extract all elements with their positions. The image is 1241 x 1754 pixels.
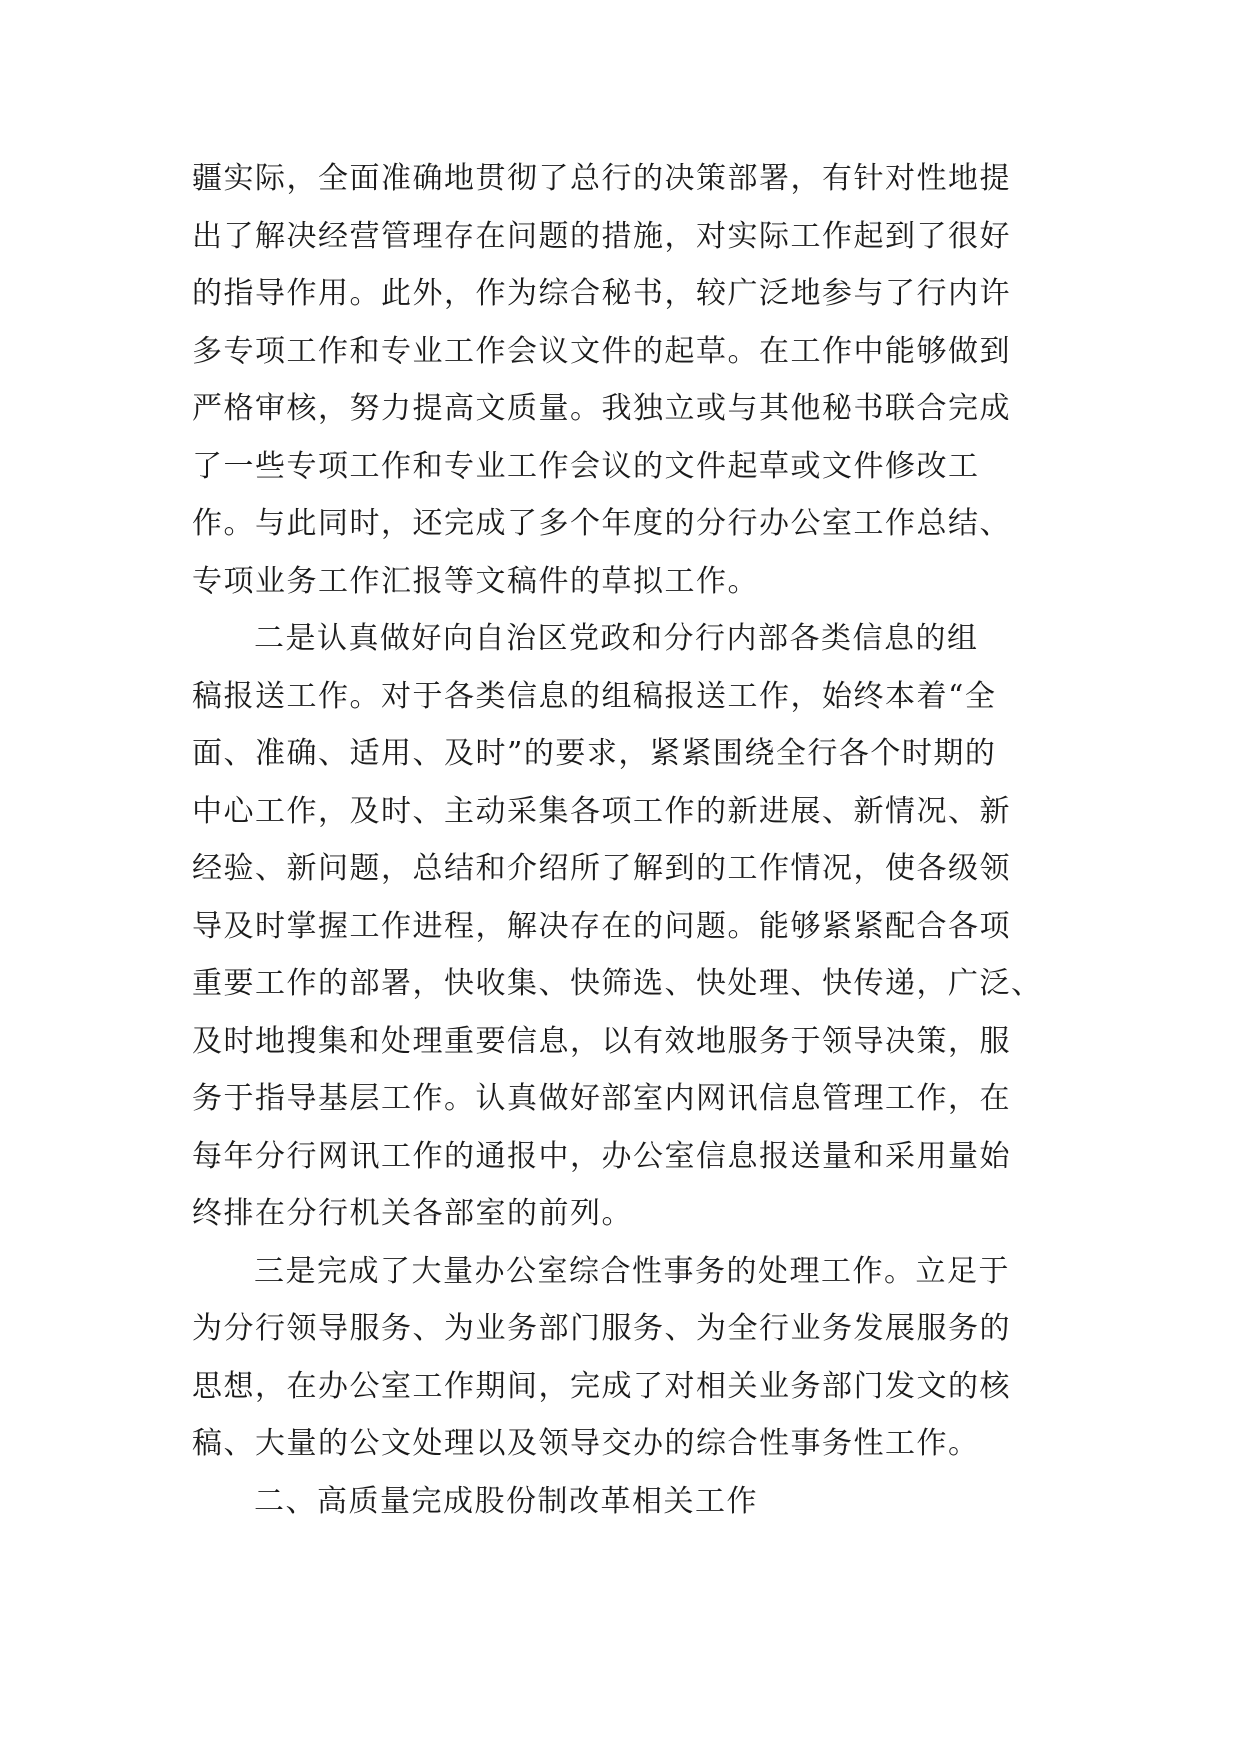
- text-line: 中心工作，及时、主动采集各项工作的新进展、新情况、新: [192, 793, 1011, 829]
- text-line: 重要工作的部署，快收集、快筛选、快处理、快传递，广泛、: [192, 966, 1043, 1001]
- text-line: 思想，在办公室工作期间，完成了对相关业务部门发文的核: [192, 1368, 1011, 1404]
- text-line: 疆实际，全面准确地贯彻了总行的决策部署，有针对性地提: [192, 161, 1011, 196]
- paragraph-start-line: 三是完成了大量办公室综合性事务的处理工作。立足于: [254, 1253, 1010, 1289]
- text-line: 稿报送工作。对于各类信息的组稿报送工作，始终本着“全: [192, 678, 997, 714]
- text-line: 了一些专项工作和专业工作会议的文件起草或文件修改工: [192, 448, 980, 484]
- document-body: [192, 150, 1052, 1530]
- text-line: 多专项工作和专业工作会议文件的起草。在工作中能够做到: [192, 333, 1011, 369]
- text-line: 出了解决经营管理存在问题的措施，对实际工作起到了很好: [192, 218, 1011, 254]
- paragraph-start-line: 二是认真做好向自治区党政和分行内部各类信息的组: [254, 621, 979, 656]
- text-line: 经验、新问题，总结和介绍所了解到的工作情况，使各级领: [192, 851, 1011, 886]
- text-line: 面、准确、适用、及时”的要求，紧紧围绕全行各个时期的: [192, 736, 997, 771]
- text-line: 终排在分行机关各部室的前列。: [192, 1196, 633, 1231]
- text-line: 每年分行网讯工作的通报中，办公室信息报送量和采用量始: [192, 1138, 1011, 1174]
- text-line: 导及时掌握工作进程，解决存在的问题。能够紧紧配合各项: [192, 908, 1011, 944]
- text-line: 为分行领导服务、为业务部门服务、为全行业务发展服务的: [192, 1311, 1011, 1346]
- text-line: 作。与此同时，还完成了多个年度的分行办公室工作总结、: [192, 506, 1011, 541]
- text-line: 及时地搜集和处理重要信息，以有效地服务于领导决策，服: [192, 1023, 1011, 1059]
- section-heading: 二、高质量完成股份制改革相关工作: [254, 1483, 758, 1519]
- text-line: 专项业务工作汇报等文稿件的草拟工作。: [192, 563, 759, 599]
- text-line: 稿、大量的公文处理以及领导交办的综合性事务性工作。: [192, 1426, 980, 1461]
- text-line: 务于指导基层工作。认真做好部室内网讯信息管理工作，在: [192, 1081, 1011, 1116]
- text-line: 的指导作用。此外，作为综合秘书，较广泛地参与了行内许: [192, 276, 1011, 311]
- text-line: 严格审核，努力提高文质量。我独立或与其他秘书联合完成: [192, 391, 1011, 426]
